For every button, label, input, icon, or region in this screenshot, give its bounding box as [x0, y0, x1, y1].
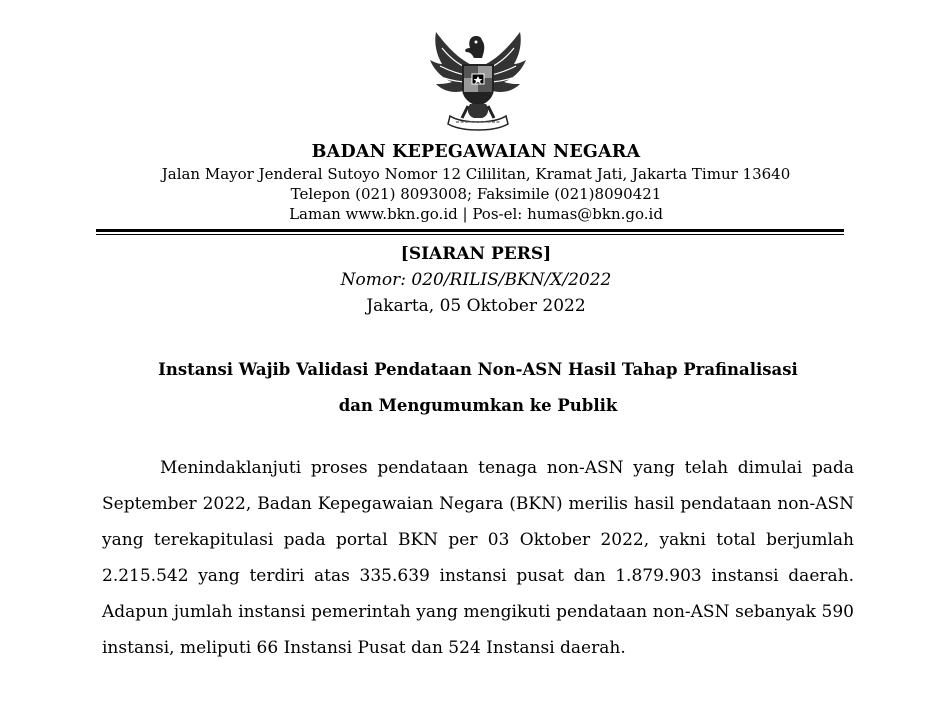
- press-release-header: [96, 241, 856, 319]
- press-release-date: Jakarta, 05 Oktober 2022: [366, 296, 586, 316]
- organization-address: Jalan Mayor Jenderal Sutoyo Nomor 12 Cililitan, Kramat Jati, Jakarta Timur 13640: [161, 165, 791, 183]
- headline: [96, 352, 860, 424]
- press-release-title: [SIARAN PERS]: [400, 244, 552, 264]
- organization-phone: Telepon (021) 8093008; Faksimile (021)8090421: [290, 185, 662, 203]
- headline-line-1: Instansi Wajib Validasi Pendataan Non-ASN Hasil Tahap Prafinalisasi: [158, 360, 798, 379]
- headline-line-2: dan Mengumumkan ke Publik: [338, 396, 618, 415]
- letterhead-divider-thin: [96, 234, 844, 235]
- press-release-number: Nomor: 020/RILIS/BKN/X/2022: [340, 270, 612, 290]
- garuda-emblem-icon: [426, 26, 530, 134]
- organization-web: Laman www.bkn.go.id | Pos-el: humas@bkn.go.id: [289, 205, 663, 223]
- organization-name: BADAN KEPEGAWAIAN NEGARA: [311, 142, 641, 162]
- letterhead-divider: [96, 229, 844, 232]
- letterhead: [96, 140, 856, 224]
- body-paragraph: Menindaklanjuti proses pendataan tenaga non-ASN yang telah dimulai pada September 2022, Badan Kepegawaian Negara (BKN) merilis hasil pendataan non-ASN yang terekapitulasi pada portal BKN per 03 Oktober 2022, yakni total berjumlah 2.215.542 yang terdiri atas 335.639 instansi pusat dan 1.879.903 instansi daerah. Adapun jumlah instansi pemerintah yang mengikuti pendataan non-ASN sebanyak 590 instansi, meliputi 66 Instansi Pusat dan 524 Instansi daerah.: [102, 458, 854, 658]
